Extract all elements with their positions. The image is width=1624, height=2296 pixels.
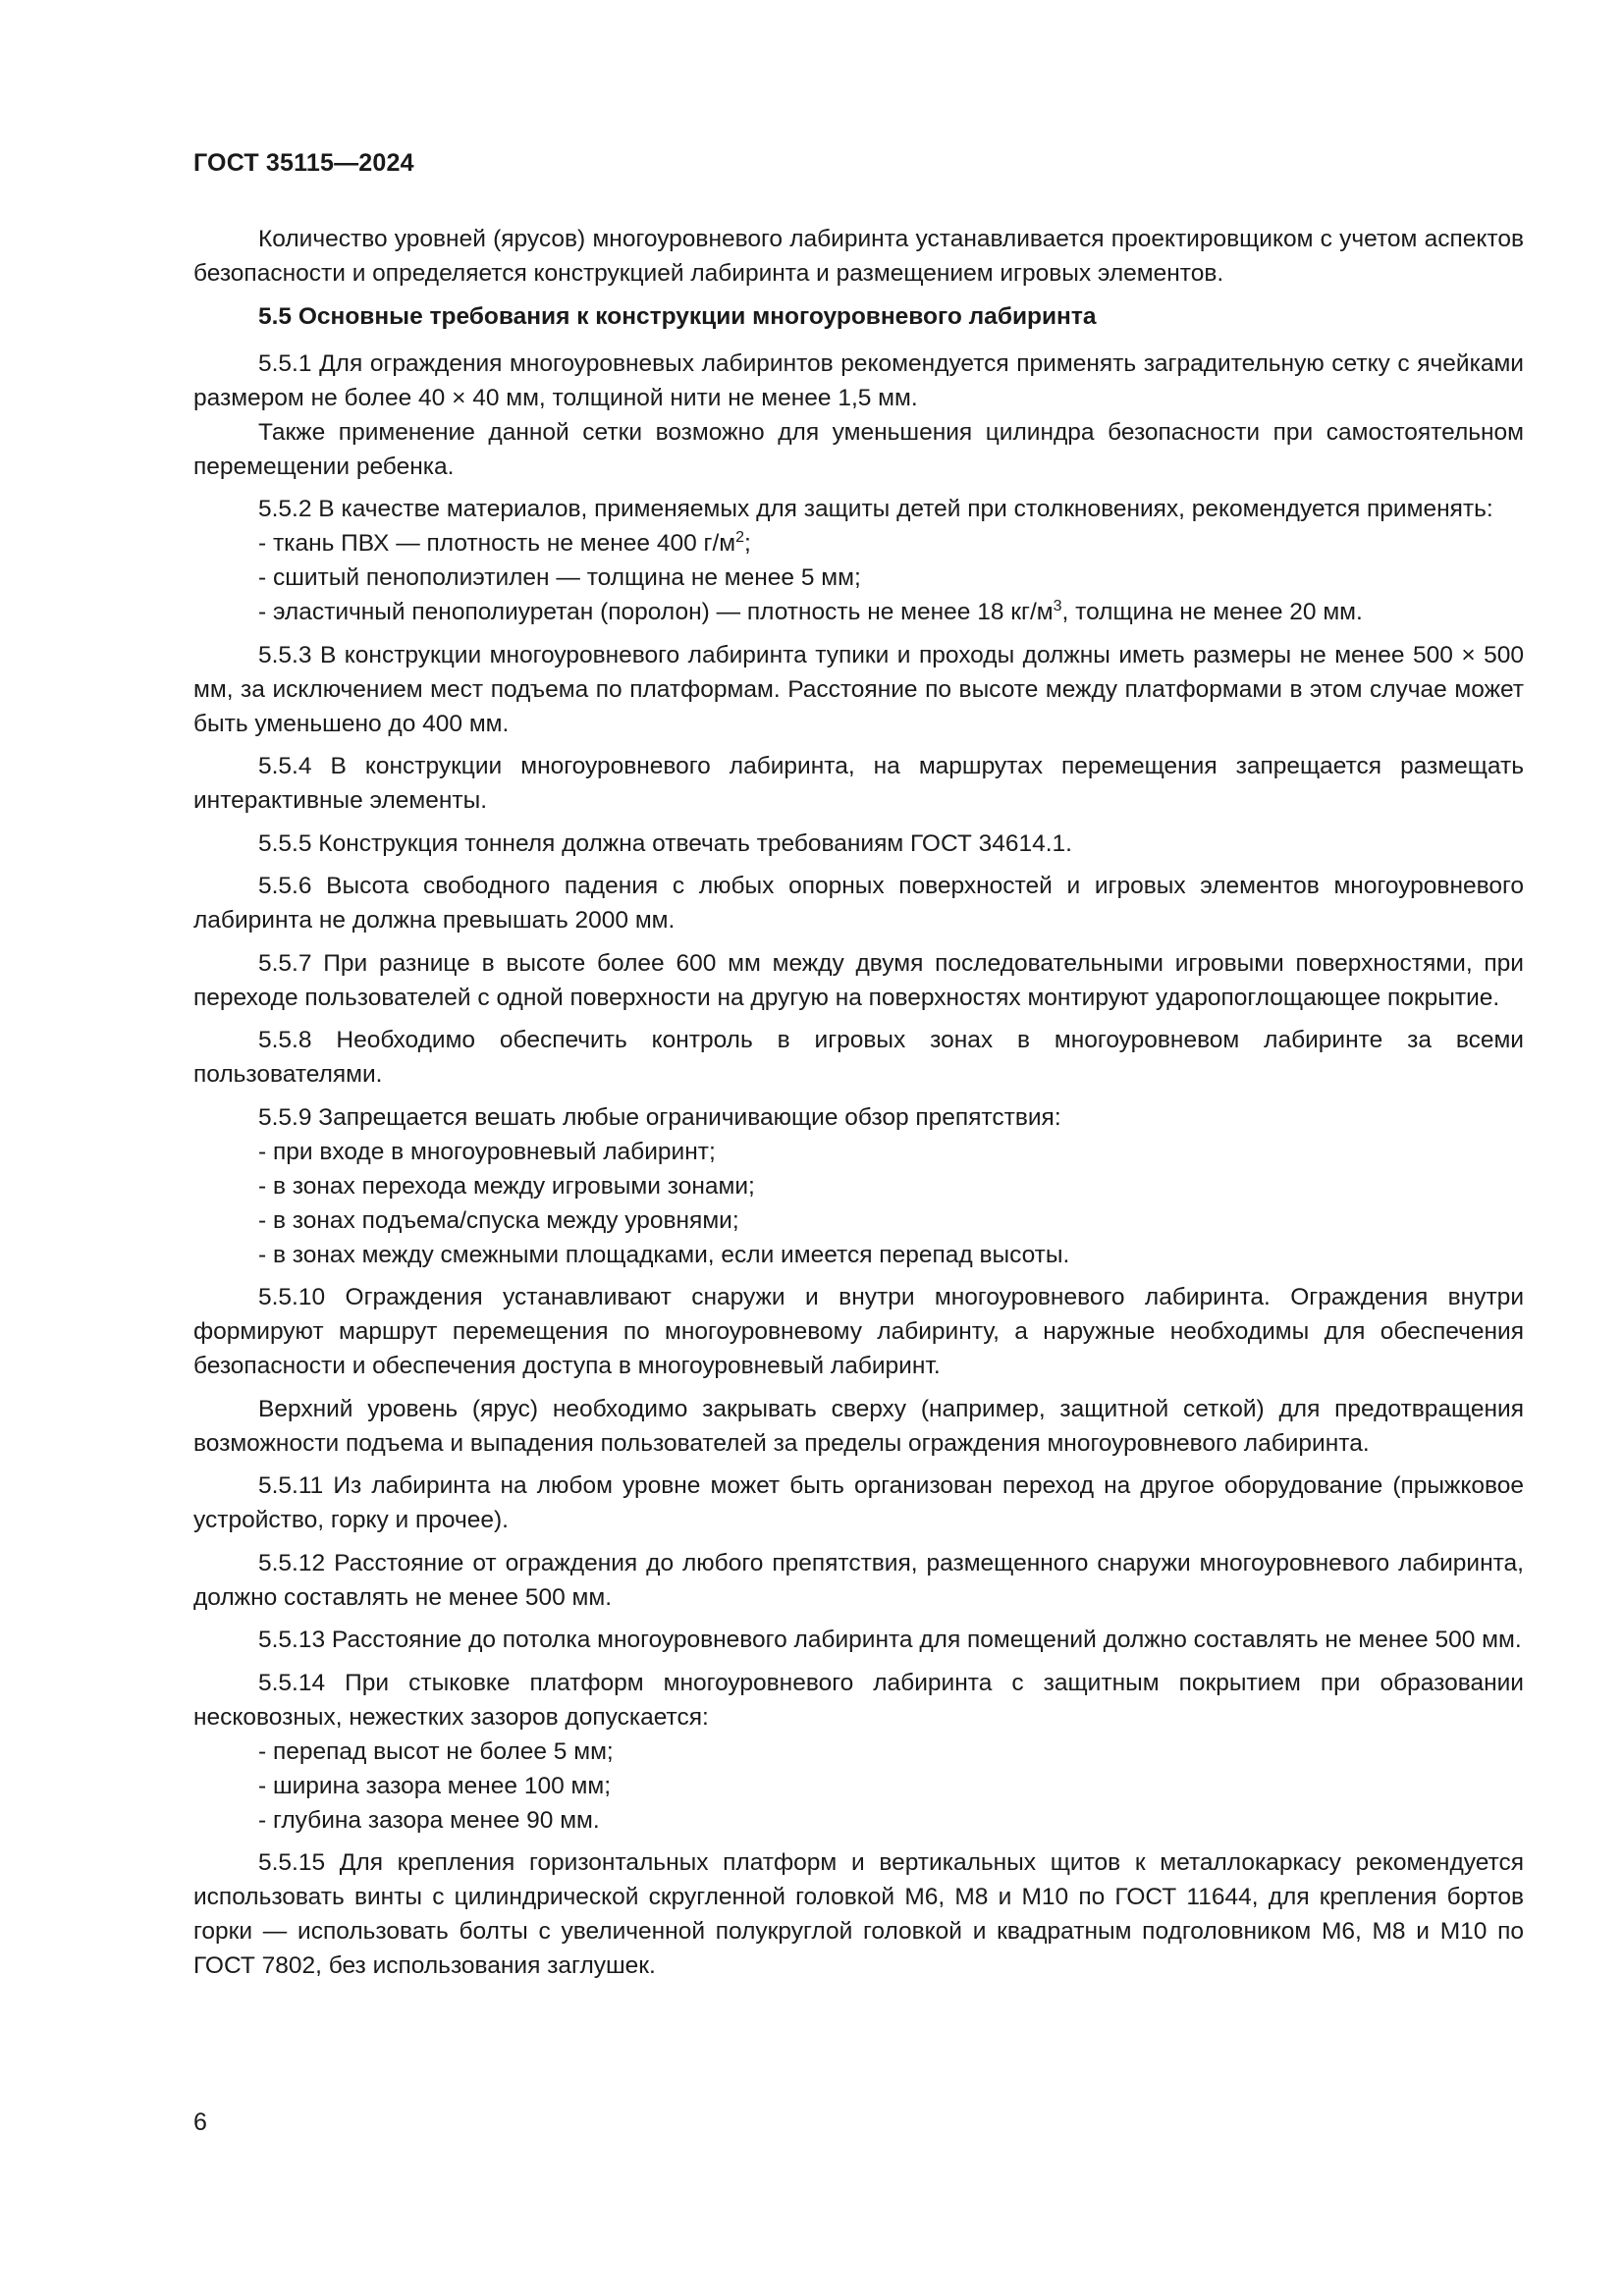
list-item: - сшитый пенополиэтилен — толщина не менее 5 мм; [258,564,861,591]
document-code-header: ГОСТ 35115—2024 [193,149,414,177]
page-number: 6 [193,2109,207,2136]
paragraph-5-5-14: 5.5.14 При стыковке платформ многоуровневого лабиринта с защитным покрытием при образовании несковозных, нежестких зазоров допускается: [193,1669,1524,1731]
paragraph-5-5-6: 5.5.6 Высота свободного падения с любых опорных поверхностей и игровых элементов многоуровневого лабиринта не должна превышать 2000 мм. [193,873,1524,934]
paragraph-5-5-4: 5.5.4 В конструкции многоуровневого лабиринта, на маршрутах перемещения запрещается размещать интерактивные элементы. [193,753,1524,814]
paragraph-5-5-2: 5.5.2 В качестве материалов, применяемых для защиты детей при столкновениях, рекомендуется применять: [258,496,1493,522]
list-item: - при входе в многоуровневый лабиринт; [258,1138,716,1165]
paragraph-5-5-13: 5.5.13 Расстояние до потолка многоуровневого лабиринта для помещений должно составлять не менее 500 мм. [258,1627,1522,1653]
list-item: - глубина зазора менее 90 мм. [258,1806,600,1834]
intro-paragraph: Количество уровней (ярусов) многоуровневого лабиринта устанавливается проектировщиком с учетом аспектов безопасности и определяется конструкцией лабиринта и размещением игровых элементов. [193,226,1524,287]
document-body [193,222,1524,1992]
paragraph-5-5-10-continued: Верхний уровень (ярус) необходимо закрывать сверху (например, защитной сеткой) для предотвращения возможности подъема и выпадения пользователей за пределы ограждения многоуровневого лабиринта. [193,1395,1524,1457]
list-item: - в зонах перехода между игровыми зонами; [258,1172,755,1200]
paragraph-5-5-7: 5.5.7 При разнице в высоте более 600 мм между двумя последовательными игровыми поверхностями, при переходе пользователей с одной поверхности на другую на поверхностях монтируют ударопоглощающее покрытие. [193,949,1524,1011]
section-heading: 5.5 Основные требования к конструкции многоуровневого лабиринта [258,302,1097,330]
paragraph-5-5-1-continued: Также применение данной сетки возможно для уменьшения цилиндра безопасности при самостоятельном перемещении ребенка. [193,418,1524,480]
list-item: - ткань ПВХ — плотность не менее 400 $г/м^2$; [258,529,751,557]
list-item: - ширина зазора менее 100 мм; [258,1772,612,1799]
paragraph-5-5-11: 5.5.11 Из лабиринта на любом уровне может быть организован переход на другое оборудование (прыжковое устройство, горку и прочее). [193,1472,1524,1533]
paragraph-5-5-12: 5.5.12 Расстояние от ограждения до любого препятствия, размещенного снаружи многоуровневого лабиринта, должно составлять не менее 500 мм. [193,1549,1524,1611]
list-item: - в зонах подъема/спуска между уровнями; [258,1206,739,1234]
paragraph-5-5-10: 5.5.10 Ограждения устанавливают снаружи и внутри многоуровневого лабиринта. Ограждения внутри формируют маршрут перемещения по многоуровневому лабиринту, а наружные необходимы для обеспечения безопасности и обеспечения доступа в многоуровневый лабиринт. [193,1284,1524,1379]
paragraph-5-5-9: 5.5.9 Запрещается вешать любые ограничивающие обзор препятствия: [258,1103,1061,1131]
list-item: - перепад высот не более 5 мм; [258,1737,614,1765]
paragraph-5-5-3: 5.5.3 В конструкции многоуровневого лабиринта тупики и проходы должны иметь размеры не менее 500 × 500 мм, за исключением мест подъема по платформам. Расстояние по высоте между платформами в этом случае может быть уменьшено до 400 мм. [193,641,1524,737]
paragraph-5-5-15: 5.5.15 Для крепления горизонтальных платформ и вертикальных щитов к металлокаркасу рекомендуется использовать винты с цилиндрической скругленной головкой М6, М8 и М10 по ГОСТ 11644, для крепления бортов горки — использовать болты с увеличенной полукруглой головкой и квадратным подголовником М6, М8 и М10 по ГОСТ 7802, без использования заглушек. [193,1849,1524,1979]
paragraph-5-5-5: 5.5.5 Конструкция тоннеля должна отвечать требованиям ГОСТ 34614.1. [258,829,1072,857]
list-item: - в зонах между смежными площадками, если имеется перепад высоты. [258,1241,1070,1268]
list-item: - эластичный пенополиуретан (поролон) — плотность не менее 18 $кг/м^3$, толщина не менее 20 мм. [258,598,1363,625]
paragraph-5-5-8: 5.5.8 Необходимо обеспечить контроль в игровых зонах в многоуровневом лабиринте за всеми пользователями. [193,1027,1524,1088]
paragraph-5-5-1: 5.5.1 Для ограждения многоуровневых лабиринтов рекомендуется применять заградительную сетку с ячейками размером не более 40 × 40 мм, толщиной нити не менее 1,5 мм. [193,349,1524,411]
